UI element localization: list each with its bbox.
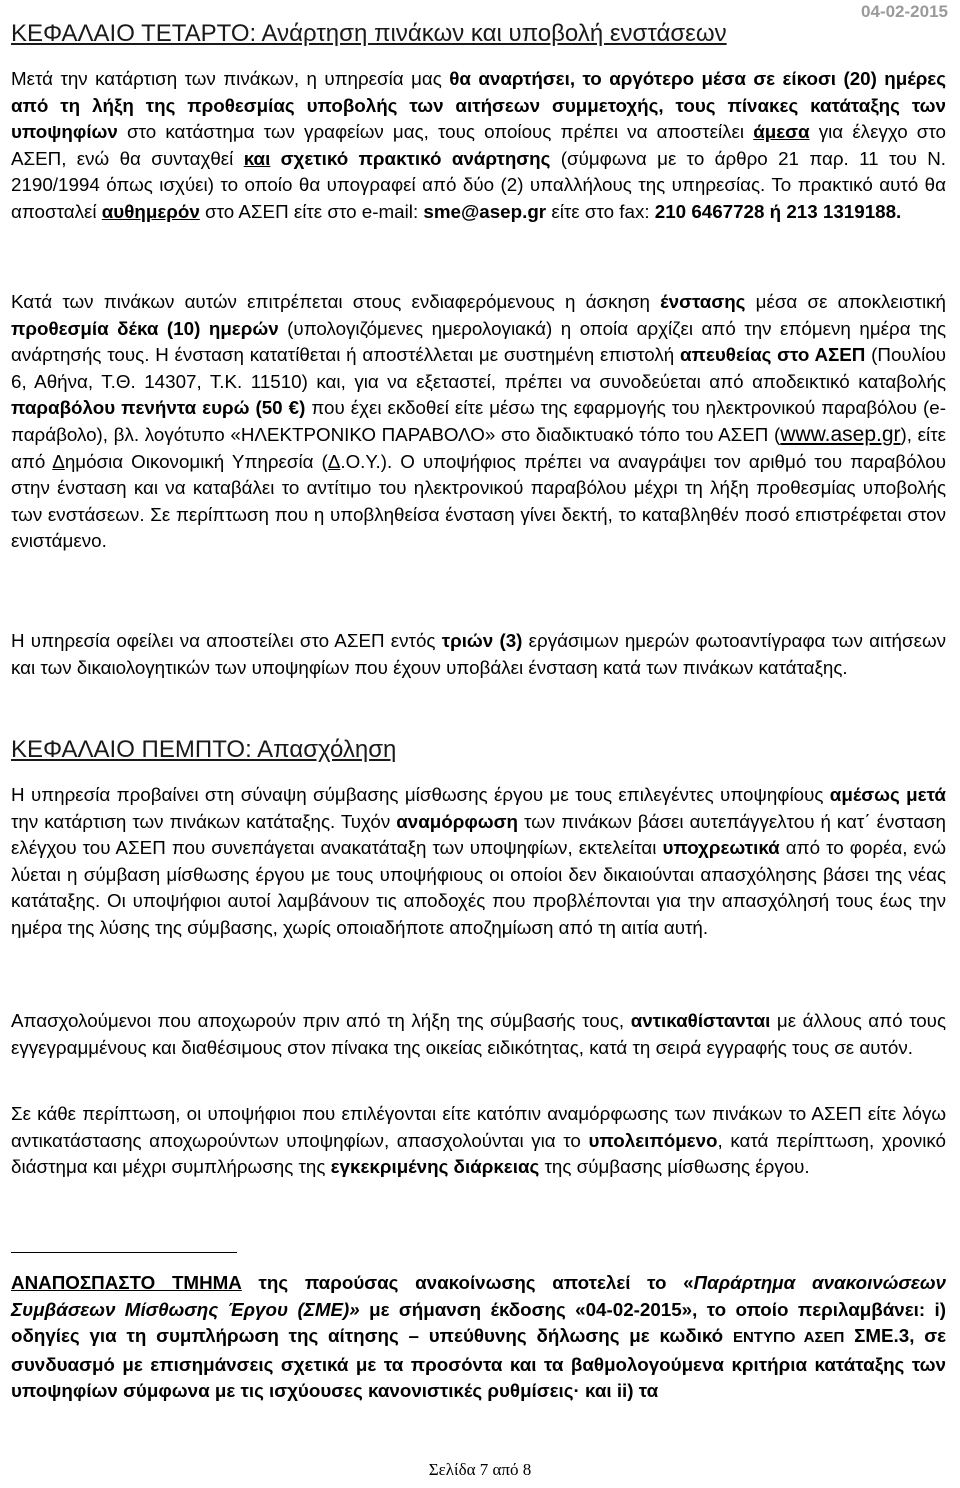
date-stamp: 04-02-2015	[861, 2, 948, 21]
footnote-annex	[11, 1270, 946, 1405]
paragraph-annex: ΑΝΑΠΟΣΠΑΣΤΟ ΤΜΗΜΑ της παρούσας ανακοίνωσης αποτελεί το «Παράρτημα ανακοινώσεων Συμβάσεων Μίσθωσης Έργου (ΣΜΕ)» με σήμανση έκδοσης «04-02-2015», το οποίο περιλαμβάνει: i) οδηγίες για τη συμπλήρωση της αίτησης – υπεύθυνης δήλωσης με κωδικό ΕΝΤΥΠΟ ΑΣΕΠ ΣΜΕ.3, σε συνδυασμό με επισημάνσεις σχετικά με τα προσόντα και τα βαθμολογούμενα κριτήρια κατάταξης των υποψηφίων σύμφωνα με τις ισχύουσες κανονιστικές ρυθμίσεις· και ii) τα	[11, 1272, 946, 1402]
footnote-separator	[11, 1252, 237, 1253]
chapter-5-body-remaining	[11, 1101, 946, 1181]
paragraph-documents: Η υπηρεσία οφείλει να αποστείλει στο ΑΣΕΠ εντός τριών (3) εργάσιμων ημερών φωτοαντίγραφα των αιτήσεων και των δικαιολογητικών των υποψηφίων που έχουν υποβάλει ένσταση κατά των πινάκων κατάταξης.	[11, 630, 946, 678]
paragraph-posting: Μετά την κατάρτιση των πινάκων, η υπηρεσία μας θα αναρτήσει, το αργότερο μέσα σε είκοσι (20) ημέρες από τη λήξη της προθεσμίας υποβολής των αιτήσεων συμμετοχής, τους πίνακες κατάταξης των υποψηφίων στο κατάστημα των γραφείων μας, τους οποίους πρέπει να αποστείλει άμεσα για έλεγχο στο ΑΣΕΠ, ενώ θα συνταχθεί και σχετικό πρακτικό ανάρτησης (σύμφωνα με το άρθρο 21 παρ. 11 του Ν. 2190/1994 όπως ισχύει) το οποίο θα υπογραφεί από δύο (2) υπαλλήλους της υπηρεσίας. Το πρακτικό αυτό θα αποσταλεί αυθημερόν στο ΑΣΕΠ είτε στο e-mail: sme@asep.gr είτε στο fax: 210 6467728 ή 213 1319188.	[11, 68, 946, 222]
paragraph-employment: Η υπηρεσία προβαίνει στη σύναψη σύμβασης μίσθωσης έργου με τους επιλεγέντες υποψηφίους αμέσως μετά την κατάρτιση των πινάκων κατάταξης. Τυχόν αναμόρφωση των πινάκων βάσει αυτεπάγγελτου ή κατ΄ ένσταση ελέγχου του ΑΣΕΠ που συνεπάγεται ανακατάταξη των υποψηφίων, εκτελείται υποχρεωτικά από το φορέα, ενώ λύεται η σύμβαση μίσθωσης έργου με τους υποψήφιους οι οποίοι δεν δικαιούνται απασχόλησης βάσει της νέας κατάταξης. Οι υποψήφιοι αυτοί λαμβάνουν τις αποδοχές που προβλέπονται για την απασχόλησή τους έως την ημέρα της λύσης της σύμβασης, χωρίς οποιαδήποτε αποζημίωση από τη αιτία αυτή.	[11, 784, 946, 938]
page-number: Σελίδα 7 από 8	[428, 1460, 532, 1479]
chapter-5-body-replacement	[11, 1008, 946, 1061]
paragraph-remaining: Σε κάθε περίπτωση, οι υποψήφιοι που επιλέγονται είτε κατόπιν αναμόρφωσης των πινάκων το ΑΣΕΠ είτε λόγω αντικατάστασης αποχωρούντων υποψηφίων, απασχολούνται για το υπολειπόμενο, κατά περίπτωση, χρονικό διάστημα και μέχρι συμπλήρωσης της εγκεκριμένης διάρκειας της σύμβασης μίσθωσης έργου.	[11, 1103, 946, 1178]
chapter-4-body-objections	[11, 289, 946, 555]
chapter-5-body	[11, 782, 946, 942]
paragraph-objections: Κατά των πινάκων αυτών επιτρέπεται στους ενδιαφερόμενους η άσκηση ένστασης μέσα σε αποκλειστική προθεσμία δέκα (10) ημερών (υπολογιζόμενες ημερολογιακά) η οποία αρχίζει από την επόμενη ημέρα της ανάρτησής τους. Η ένσταση κατατίθεται ή αποστέλλεται με συστημένη επιστολή απευθείας στο ΑΣΕΠ (Πουλίου 6, Αθήνα, Τ.Θ. 14307, Τ.Κ. 11510) και, για να εξεταστεί, πρέπει να συνοδεύεται από αποδεικτικό καταβολής παραβόλου πενήντα ευρώ (50 €) που έχει εκδοθεί είτε μέσω της εφαρμογής του ηλεκτρονικού παραβόλου (e-παράβολο), βλ. λογότυπο «ΗΛΕΚΤΡΟΝΙΚΟ ΠΑΡΑΒΟΛΟ» στο διαδικτυακό τόπο του ΑΣΕΠ (www.asep.gr), είτε από Δημόσια Οικονομική Υπηρεσία (Δ.Ο.Υ.). Ο υποψήφιος πρέπει να αναγράψει τον αριθμό του παραβόλου στην ένσταση και να καταβάλει το αντίτιμο του ηλεκτρονικού παραβόλου μέχρι τη λήξη προθεσμίας υποβολής των ενστάσεων. Σε περίπτωση που η υποβληθείσα ένσταση γίνει δεκτή, το καταβληθέν ποσό επιστρέφεται στον ενιστάμενο.	[11, 291, 946, 552]
asep-website-link[interactable]: www.asep.gr	[780, 422, 901, 446]
paragraph-replacement: Απασχολούμενοι που αποχωρούν πριν από τη λήξη της σύμβασής τους, αντικαθίστανται με άλλους από τους εγγεγραμμένους και διαθέσιμους στον πίνακα της οικείας ειδικότητας, κατά τη σειρά εγγραφής τους σε αυτόν.	[11, 1010, 947, 1058]
chapter-5-title: ΚΕΦΑΛΑΙΟ ΠΕΜΠΤΟ: Απασχόληση	[11, 736, 397, 763]
chapter-4-title: ΚΕΦΑΛΑΙΟ ΤΕΤΑΡΤΟ: Ανάρτηση πινάκων και υποβολή ενστάσεων	[11, 20, 727, 47]
chapter-4-body-documents	[11, 628, 946, 681]
chapter-4-body	[11, 66, 946, 226]
